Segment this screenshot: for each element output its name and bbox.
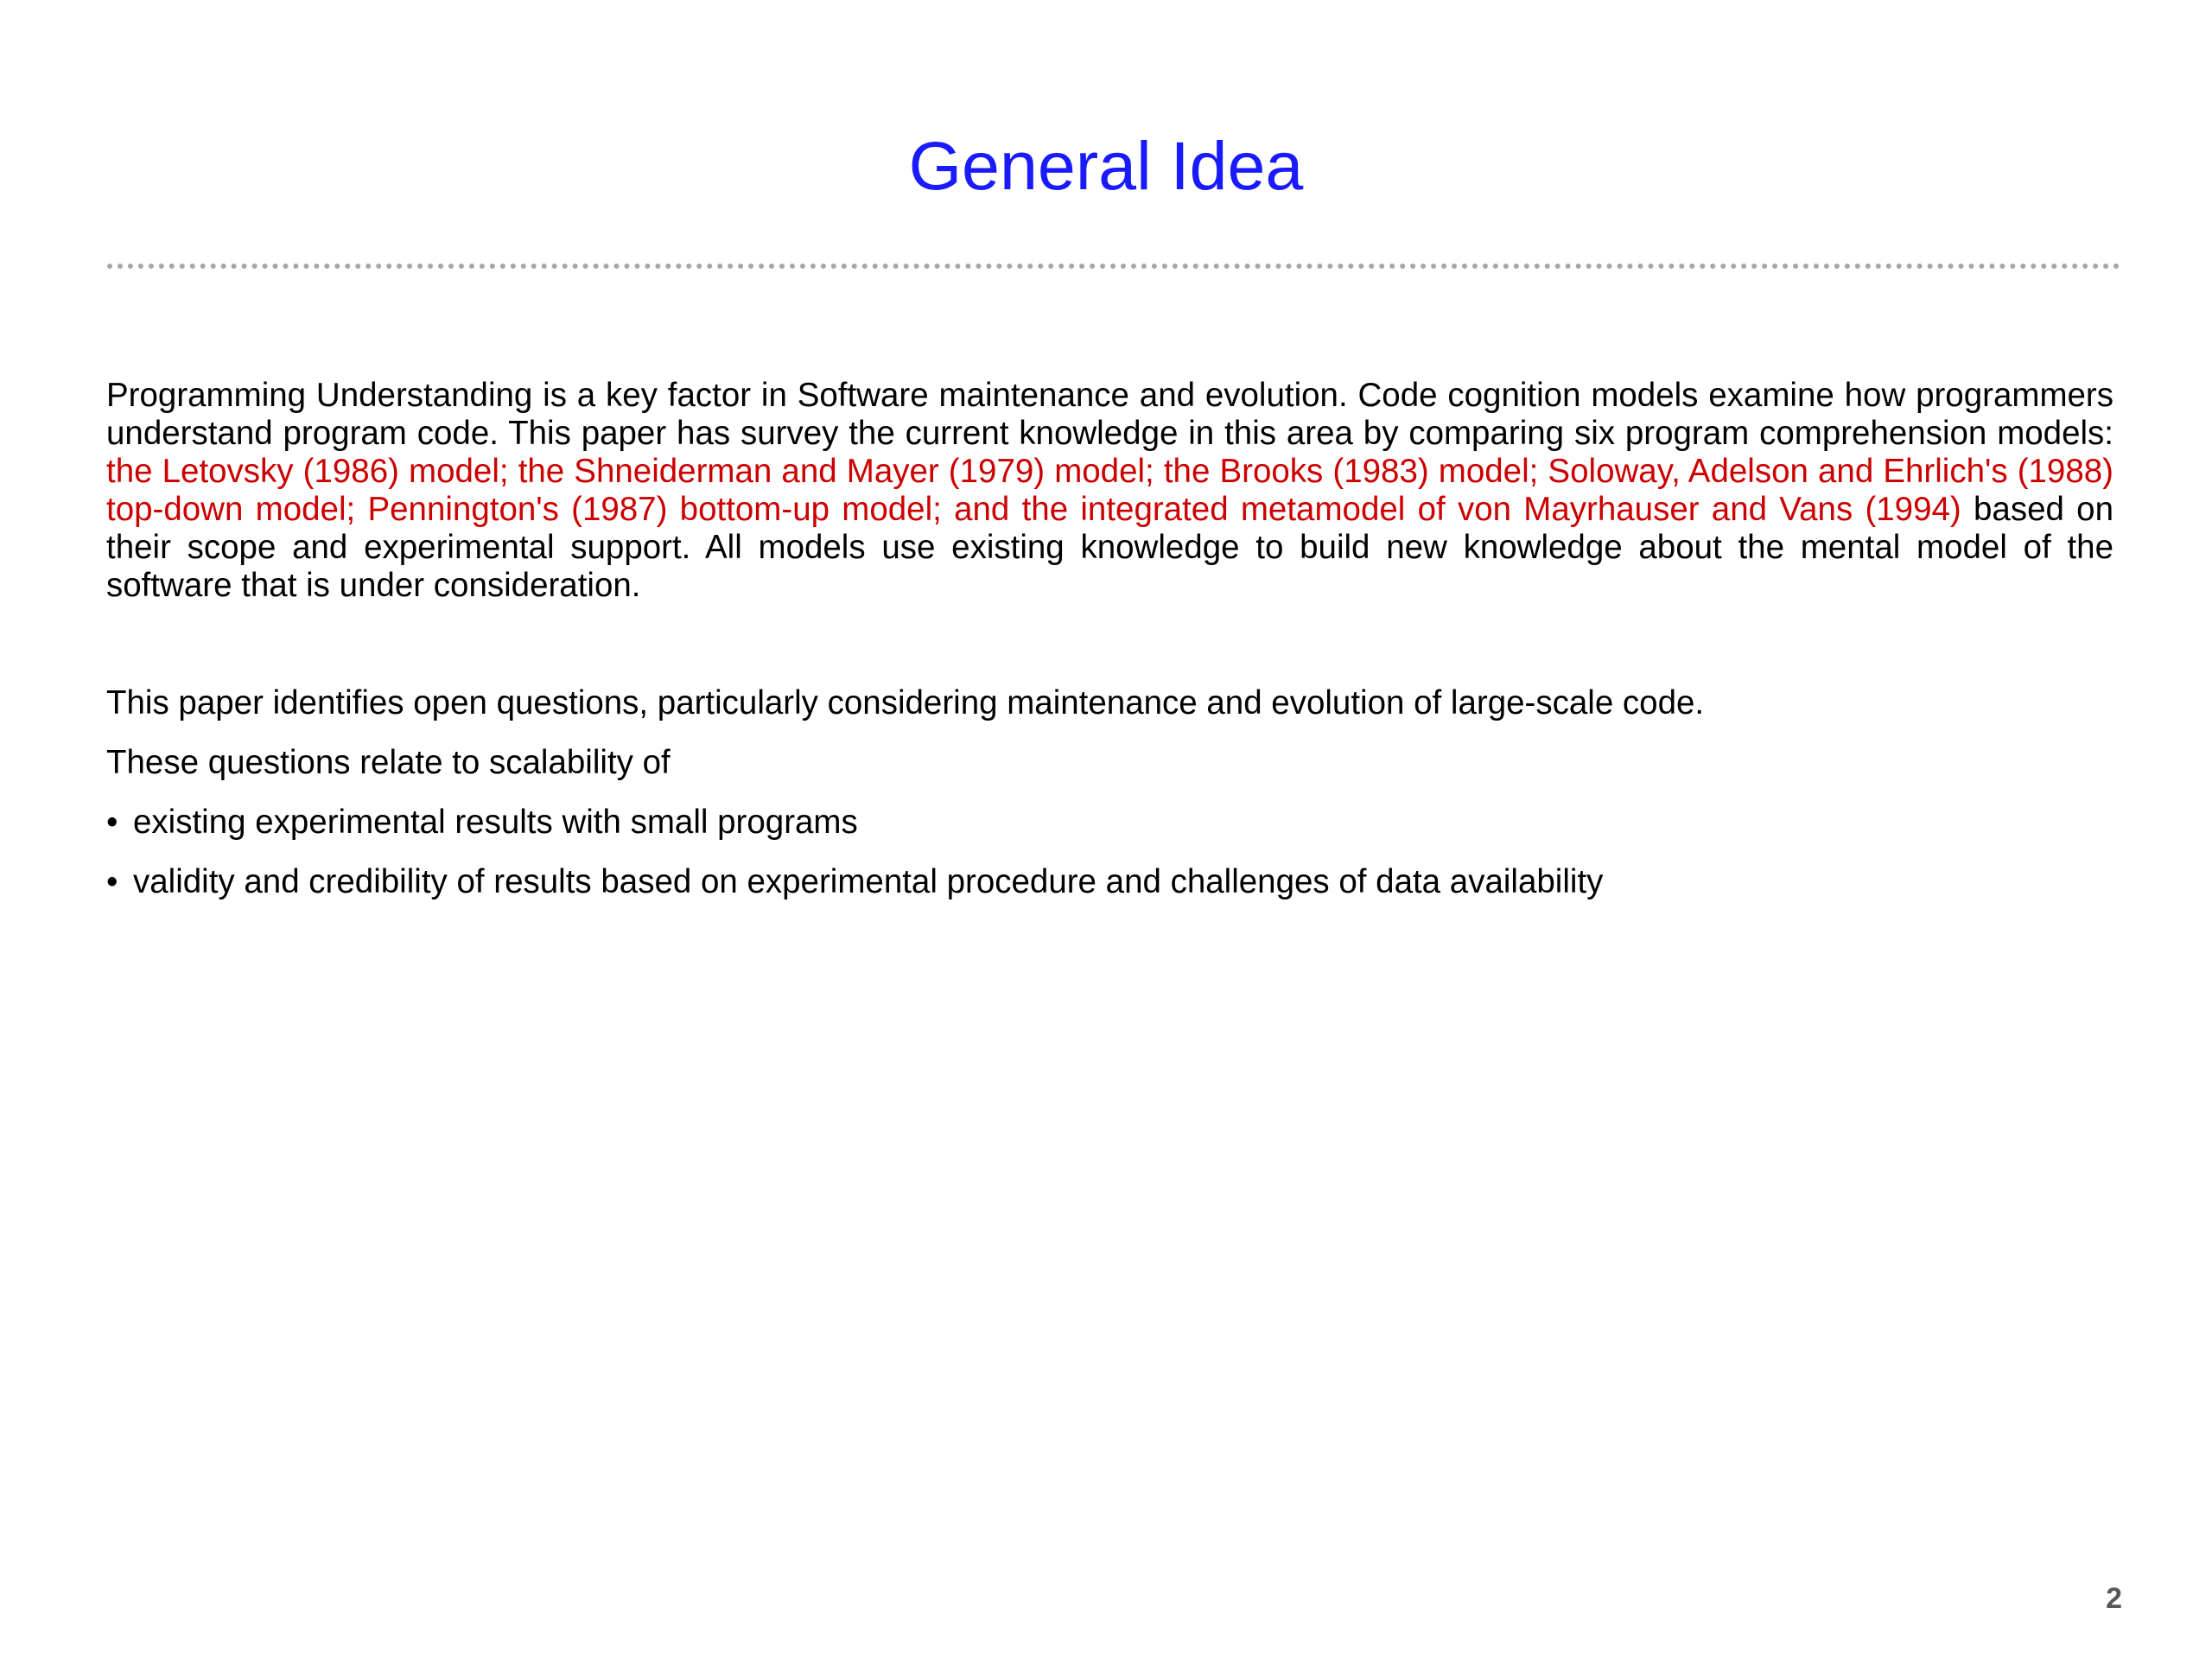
page-number: 2: [2106, 1582, 2122, 1615]
bullet-icon: •: [106, 804, 118, 841]
slide-title: General Idea: [908, 127, 1304, 204]
paragraph-scalability-intro: These questions relate to scalability of: [106, 744, 671, 781]
bullet-text: existing experimental results with small programs: [133, 804, 858, 841]
highlighted-models-list: the Letovsky (1986) model; the Shneiderman and Mayer (1979) model; the Brooks (1983) model; Soloway, Adelson and Ehrlich's (1988) top-down model; Pennington's (1987) bottom-up model; and the integrated metamodel of von Mayrhauser and Vans (1994): [106, 453, 2113, 528]
title-divider: [107, 264, 2120, 269]
paragraph-intro-text: Programming Understanding is a key factor in Software maintenance and evolution. Code cognition models examine how programmers understand program code. This paper has survey the current knowledge in this area by comparing six program comprehension models:: [106, 377, 2113, 452]
bullet-item: [106, 804, 2113, 842]
bullet-item: [106, 863, 2113, 901]
bullet-icon: •: [106, 863, 118, 900]
bullet-text: validity and credibility of results based on experimental procedure and challenges of data availability: [133, 863, 1604, 900]
paragraph-survey-summary: [106, 377, 2113, 605]
paragraph-outro-text: based on their scope and experimental support. All models use existing knowledge to build new knowledge about the mental model of the software that is under consideration.: [106, 491, 2113, 604]
paragraph-open-questions: This paper identifies open questions, particularly considering maintenance and evolution of large-scale code.: [106, 684, 1705, 721]
